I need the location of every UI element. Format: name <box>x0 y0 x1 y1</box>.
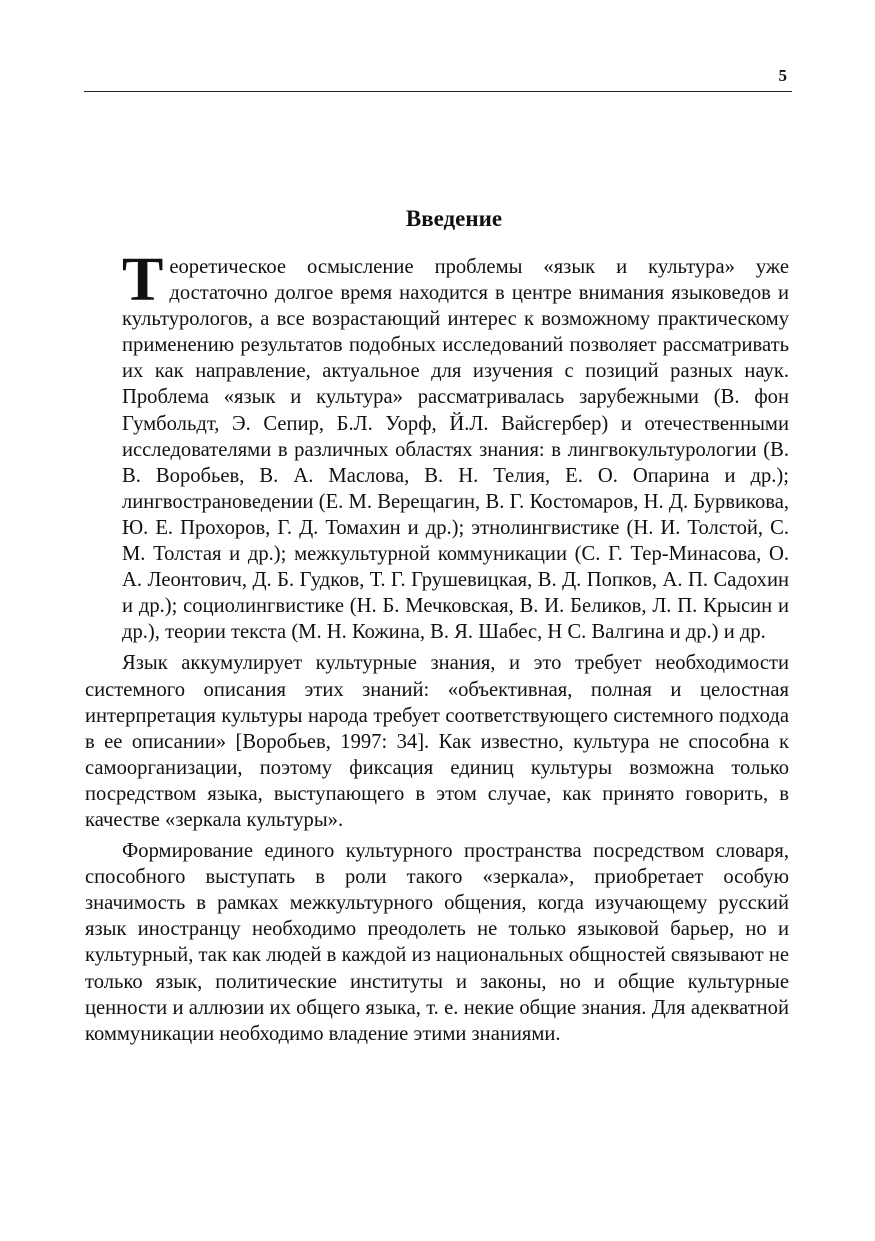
drop-cap: Т <box>122 246 164 314</box>
paragraph-1 <box>85 246 789 645</box>
page-body <box>85 203 789 1052</box>
paragraph-3: Формирование единого культурного пространства посредством словаря, способного выступать в роли такого «зеркала», приобретает особую значимость в рамках межкультурного общения, когда изучающему русский язык иностранцу необходимо преодолеть не только языковой барьер, но и культурный, так как людей в каждой из национальных общностей связывают не только язык, политические институты и законы, но и общие культурные ценности и аллюзии их общего языка, т. е. некие общие знания. Для адекватной коммуникации необходимо владение этими знаниями. <box>85 840 789 1045</box>
page-number: 5 <box>778 66 787 85</box>
header-rule <box>84 91 792 92</box>
paragraph-2: Язык аккумулирует культурные знания, и это требует необходимости системного описания этих знаний: «объективная, полная и целостная интерпретация культуры народа требует соответствующего системного подхода в ее описании» [Воробьев, 1997: 34]. Как известно, культура не способна к самоорганизации, поэтому фиксация единиц культуры возможна только посредством языка, выступающего в этом случае, как принято говорить, в качестве «зеркала культуры». <box>85 652 789 831</box>
section-title: Введение <box>405 206 503 231</box>
paragraph-1-text: еоретическое осмысление проблемы «язык и культура» уже достаточно долгое время находится в центре внимания языковедов и культурологов, а все возрастающий интерес к возможному практическому применению результатов подобных исследований позволяет рассматривать их как направление, актуальное для изучения с позиций разных наук. Проблема «язык и культура» рассматривалась зарубежными (В. фон Гумбольдт, Э. Сепир, Б.Л. Уорф, Й.Л. Вайсгербер) и отечественными исследователями в различных областях знания: в лингвокультурологии (В. В. Воробьев, В. А. Маслова, В. Н. Телия, Е. О. Опарина и др.); лингвострановедении (Е. М. Верещагин, В. Г. Костомаров, Н. Д. Бурвикова, Ю. Е. Прохоров, Г. Д. Томахин и др.); этнолингвистике (Н. И. Толстой, С. М. Толстая и др.); межкультурной коммуникации (С. Г. Тер-Минасова, О. А. Леонтович, Д. Б. Гудков, Т. Г. Грушевицкая, В. Д. Попков, А. П. Садохин и др.); социолингвистике (Н. Б. Мечковская, В. И. Беликов, Л. П. Крысин и др.), теории текста (М. Н. Кожина, В. Я. Шабес, Н С. Валгина и др.) и др. <box>122 256 789 644</box>
